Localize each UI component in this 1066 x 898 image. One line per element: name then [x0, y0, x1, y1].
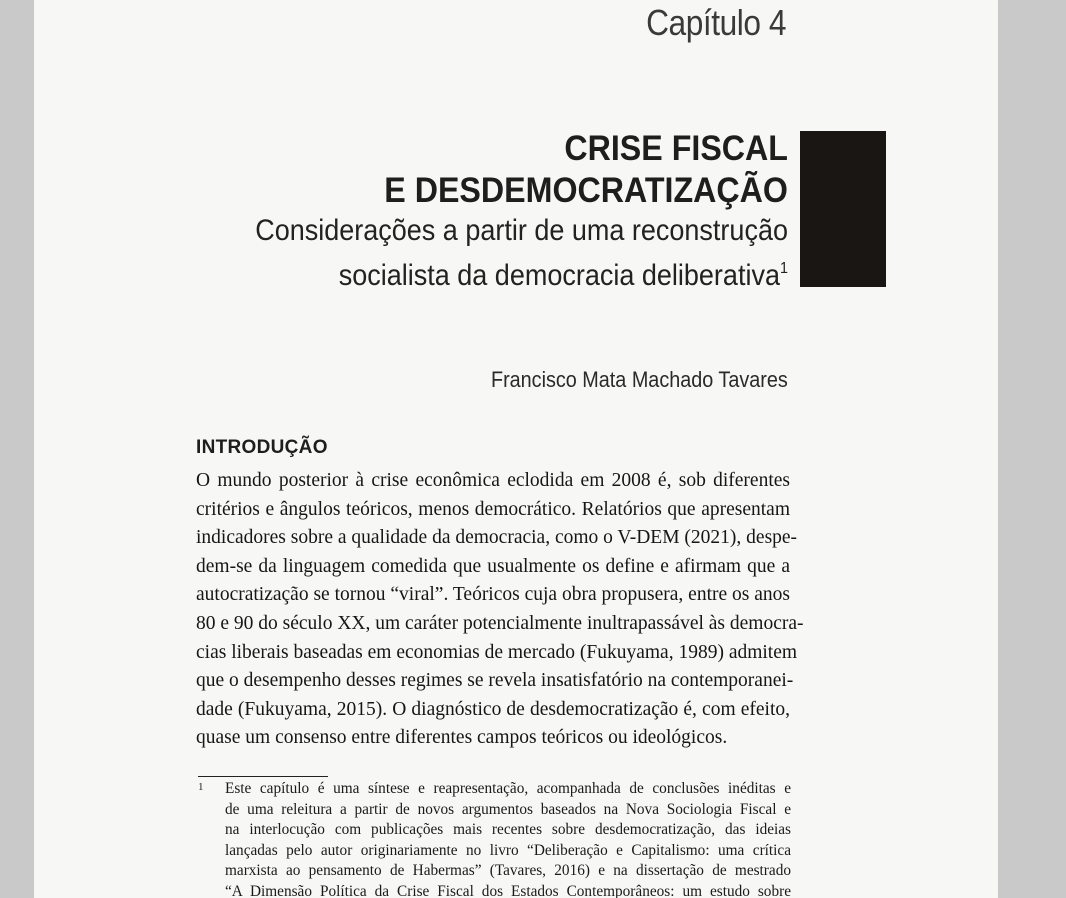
section-heading: INTRODUÇÃO: [196, 437, 328, 458]
book-page: [34, 0, 998, 898]
footnote-divider: [198, 776, 328, 777]
footnote-reference-mark: 1: [779, 260, 788, 277]
body-line: dade (Fukuyama, 2015). O diagnóstico de desdemocratização é, com efeito,: [196, 698, 790, 720]
chapter-title-line-2: E DESDEMOCRATIZAÇÃO: [384, 171, 788, 210]
footnote-number: 1: [198, 781, 204, 793]
body-line: dem-se da linguagem comedida que usualmente os define e afirmam que a: [196, 555, 790, 577]
body-paragraph: [196, 467, 804, 753]
footnote-line: na interlocução com publicações mais recentes sobre desdemocratização, das ideias: [225, 821, 791, 838]
footnote-text: [225, 779, 791, 898]
author-name: Francisco Mata Machado Tavares: [491, 367, 788, 392]
chapter-title-block: [196, 128, 788, 295]
footnote-line: de uma releitura a partir de novos argumentos baseados na Nova Sociologia Fiscal e: [225, 800, 791, 818]
footnote-line: Este capítulo é uma síntese e reapresentação, acompanhada de conclusões inéditas e: [225, 780, 791, 797]
chapter-decorative-block: [800, 131, 886, 287]
body-line: indicadores sobre a qualidade da democracia, como o V-DEM (2021), despe-: [196, 527, 798, 549]
body-line: que o desempenho desses regimes se revela insatisfatório na contemporanei-: [196, 670, 794, 692]
chapter-title-line-1: CRISE FISCAL: [564, 129, 788, 168]
chapter-subtitle-line-1: Considerações a partir de uma reconstrução: [255, 214, 788, 247]
body-line: O mundo posterior à crise econômica eclodida em 2008 é, sob diferentes: [196, 470, 790, 491]
body-line: cias liberais baseadas em economias de mercado (Fukuyama, 1989) admitem: [196, 641, 798, 663]
footnote-line: lançadas pelo autor originariamente no livro “Deliberação e Capitalismo: uma crítica: [225, 841, 791, 859]
chapter-subtitle-text: socialista da democracia deliberativa: [338, 259, 780, 292]
footnote-line: marxista ao pensamento de Habermas” (Tavares, 2016) e na dissertação de mestrado: [225, 862, 791, 879]
body-line: quase um consenso entre diferentes campos teóricos ou ideológicos.: [196, 727, 728, 749]
chapter-subtitle-line-2: [255, 250, 788, 295]
body-line: critérios e ângulos teóricos, menos democrático. Relatórios que apresentam: [196, 498, 790, 520]
body-line: autocratização se tornou “viral”. Teóricos cuja obra propusera, entre os anos: [196, 584, 790, 606]
body-line: 80 e 90 do século XX, um caráter potencialmente inultrapassável às democra-: [196, 612, 804, 634]
chapter-label: Capítulo 4: [645, 2, 786, 43]
footnote-line: “A Dimensão Política da Crise Fiscal dos Estados Contemporâneos: um estudo sobre: [225, 882, 791, 898]
